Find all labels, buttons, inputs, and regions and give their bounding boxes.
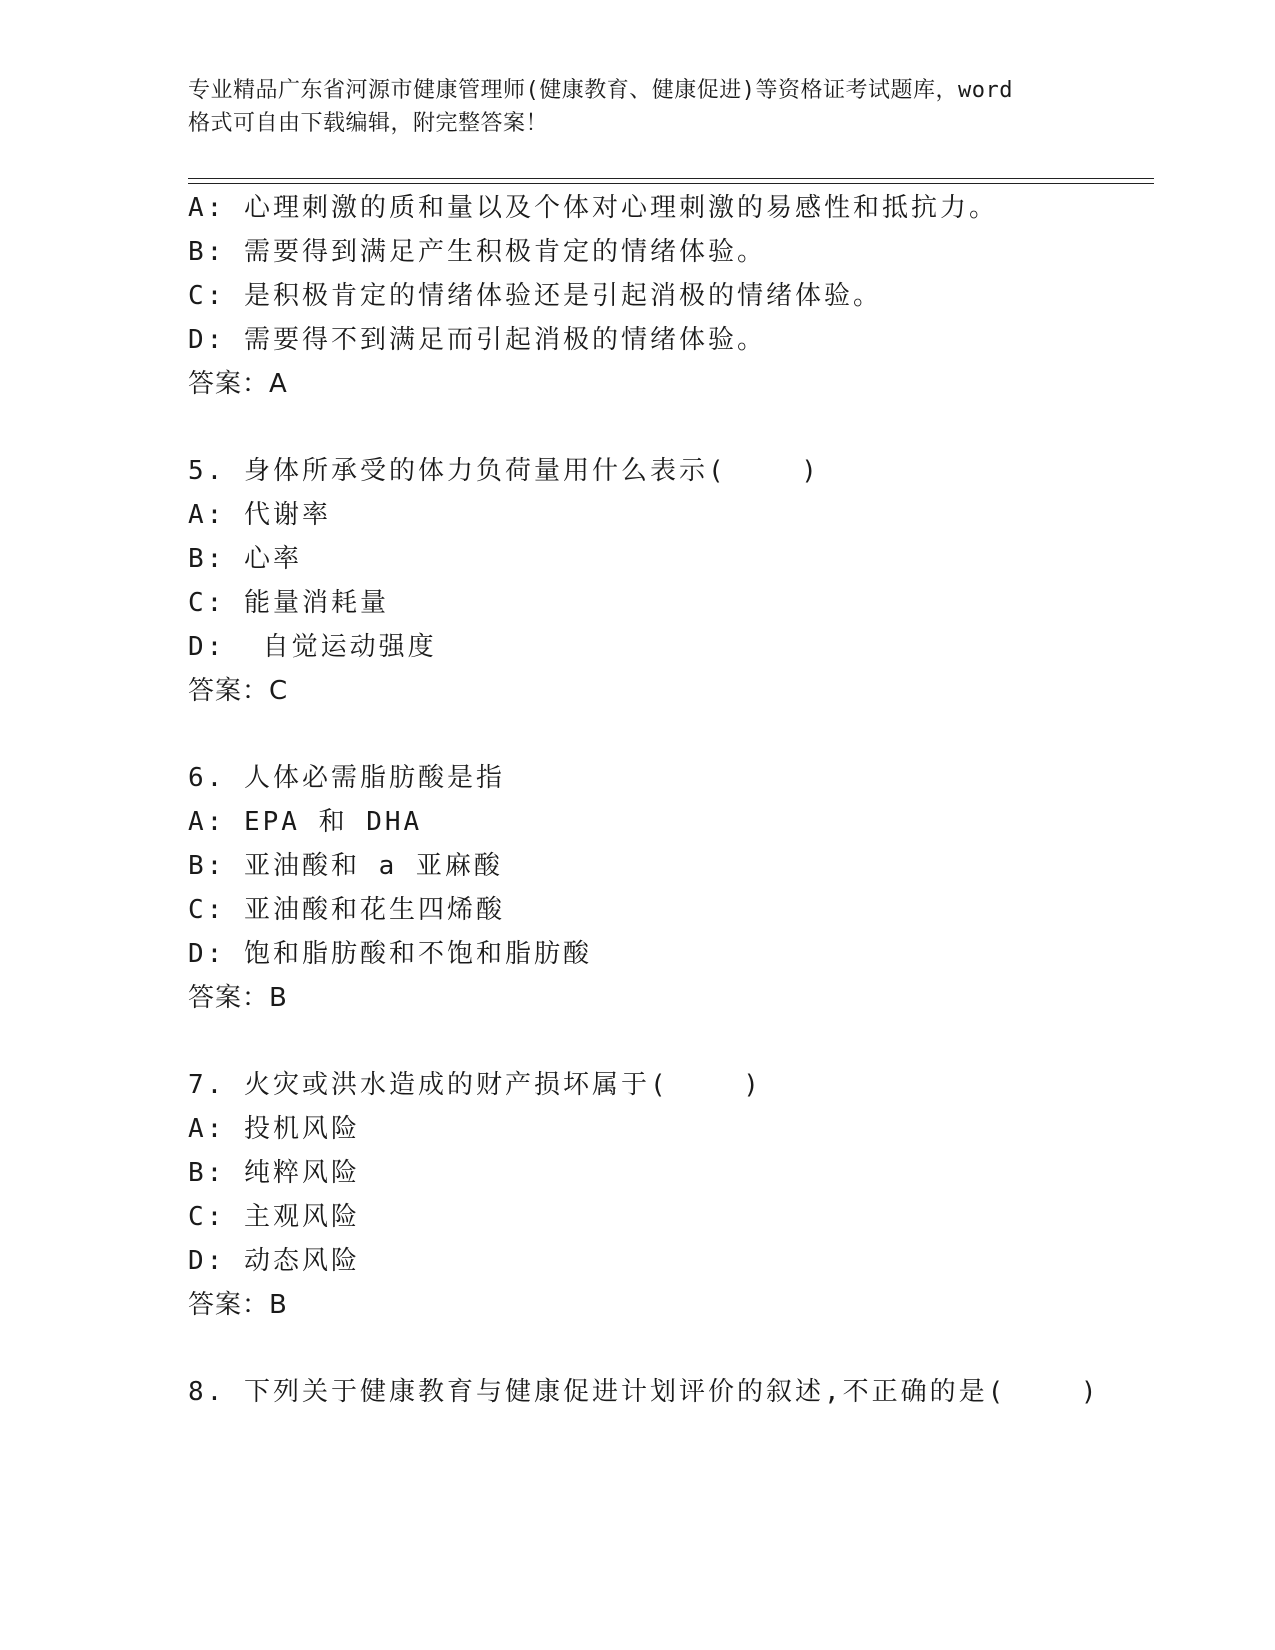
header-divider-bottom [188,183,1154,184]
q7-question: 7. 火灾或洪水造成的财产损坏属于( ) [188,1070,762,1100]
q6-option-d: D: 饱和脂肪酸和不饱和脂肪酸 [188,939,592,969]
header-line-2: 格式可自由下载编辑，附完整答案！ [188,111,549,136]
q4-option-d: D: 需要得不到满足而引起消极的情绪体验。 [188,325,766,355]
q6-option-c: C: 亚油酸和花生四烯酸 [188,895,505,925]
header-divider-top [188,178,1154,179]
q6-option-b: B: 亚油酸和 a 亚麻酸 [188,851,503,881]
q4-option-a: A: 心理刺激的质和量以及个体对心理刺激的易感性和抵抗力。 [188,193,998,223]
q5-answer: 答案：C [188,676,289,706]
q6-question: 6. 人体必需脂肪酸是指 [188,763,505,793]
q8-question: 8. 下列关于健康教育与健康促进计划评价的叙述,不正确的是( ) [188,1377,1100,1407]
q5-option-a: A: 代谢率 [188,500,331,530]
q7-option-a: A: 投机风险 [188,1114,360,1144]
q7-answer: 答案：B [188,1290,288,1320]
q6-answer: 答案：B [188,983,288,1013]
q7-option-b: B: 纯粹风险 [188,1158,360,1188]
q4-option-c: C: 是积极肯定的情绪体验还是引起消极的情绪体验。 [188,281,882,311]
q6-option-a: A: EPA 和 DHA [188,807,423,837]
q7-option-d: D: 动态风险 [188,1246,360,1276]
q5-option-b: B: 心率 [188,544,302,574]
q5-option-c: C: 能量消耗量 [188,588,389,618]
q4-option-b: B: 需要得到满足产生积极肯定的情绪体验。 [188,237,766,267]
header-line-1: 专业精品广东省河源市健康管理师(健康教育、健康促进)等资格证考试题库，word [188,78,1013,103]
document-header [188,74,1088,140]
q7-option-c: C: 主观风险 [188,1202,360,1232]
q5-question: 5. 身体所承受的体力负荷量用什么表示( ) [188,456,820,486]
q4-answer: 答案：A [188,369,288,399]
q5-option-d: D: 自觉运动强度 [188,632,437,662]
